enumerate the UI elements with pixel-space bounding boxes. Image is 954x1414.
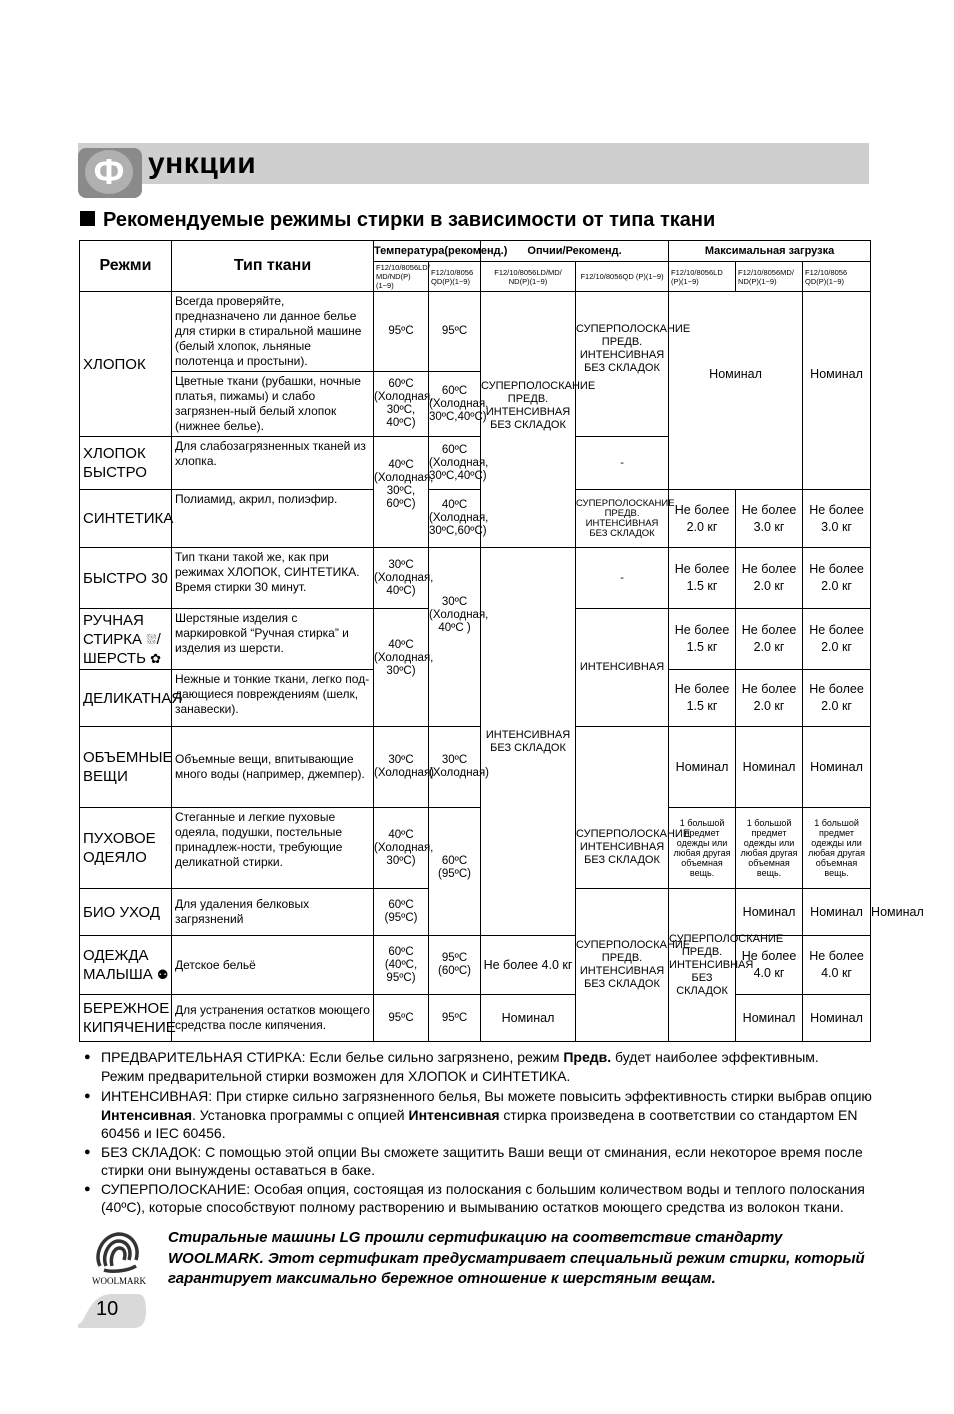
option-cell: СУПЕРПОЛОСКАНИЕ ПРЕДВ. ИНТЕНСИВНАЯ БЕЗ СКЛАДОК	[576, 292, 669, 437]
header-fabric: Тип ткани	[172, 241, 374, 292]
fabric-cell: Полиамид, акрил, полиэфир.	[172, 490, 374, 548]
load-cell: Не более 2.0 кг	[736, 670, 803, 727]
load-cell: Не более 2.0 кг	[669, 490, 736, 548]
load-cell: 1 большой предмет одежды или любая другая объемная вещь.	[803, 808, 871, 889]
fabric-cell: Детское бельё	[172, 936, 374, 995]
load-cell: 1 большой предмет одежды или любая другая объемная вещь.	[669, 808, 736, 889]
load-cell: 1 большой предмет одежды или любая другая объемная вещь.	[736, 808, 803, 889]
option-cell: -	[576, 437, 669, 490]
load-cell: Номинал	[803, 995, 871, 1042]
mode-quick30: БЫСТРО 30	[80, 548, 172, 609]
load-cell: Не более 2.0 кг	[736, 548, 803, 609]
load-cell: Не более 4.0 кг	[736, 936, 803, 995]
load-cell: Номинал	[803, 889, 871, 936]
fabric-cell: Для устранения остатков моющего средства после кипячения.	[172, 995, 374, 1042]
mode-bulky: ОБЪЕМНЫЕ ВЕЩИ	[80, 727, 172, 808]
option-cell: СУПЕРПОЛОСКАНИЕ ПРЕДВ. ИНТЕНСИВНАЯ БЕЗ СКЛАДОК	[576, 889, 669, 1042]
fabric-cotton-white: Всегда проверяйте, предназначено ли данное белье для стирки в стиральной машине (белый хлопок, льняные полотенца и простыни).	[172, 292, 374, 372]
notes-list	[84, 1048, 874, 1217]
fabric-cotton-color: Цветные ткани (рубашки, ночные платья, пижамы) и слабо загрязнен-ный белый хлопок (нижнее белье).	[172, 372, 374, 437]
load-cell: Не более 4.0 кг	[803, 936, 871, 995]
header-model: F12/10/8056LD/MD/ ND(P)(1~9)	[481, 262, 576, 292]
option-cell: СУПЕРПОЛОСКАНИЕ ПРЕДВ. ИНТЕНСИВНАЯ БЕЗ СКЛАДОК	[576, 490, 669, 548]
header-model: F12/10/8056MD/ ND(P)(1~9)	[736, 262, 803, 292]
woolmark-statement: Стиральные машины LG прошли сертификацию на соответствие стандарту WOOLMARK. Этот сертификат предусматривает специальный режим стирки, который гарантирует максимально бережное отношение к шерстяным вещам.	[168, 1229, 865, 1287]
option-cell: СУПЕРПОЛОСКАНИЕ ПРЕДВ. ИНТЕНСИВНАЯ БЕЗ СКЛАДОК	[481, 292, 576, 548]
baby-icon: ⚉	[156, 967, 169, 982]
temp-cell: 95ºC (60ºC)	[429, 936, 481, 995]
load-cell: Не более 2.0 кг	[736, 609, 803, 670]
mode-duvet: ПУХОВОЕ ОДЕЯЛО	[80, 808, 172, 889]
header-max-load: Максимальная загрузка	[669, 241, 871, 262]
fabric-cell: Тип ткани такой же, как при режимах ХЛОПОК, СИНТЕТИКА. Время стирки 30 минут.	[172, 548, 374, 609]
header-model: F12/10/8056LD/ MD/ND(P)(1~9)	[374, 262, 429, 292]
load-cell: Номинал	[803, 292, 871, 490]
temp-cell: 40ºC (Холодная, 30ºC,60ºC)	[429, 490, 481, 548]
option-cell: -	[576, 548, 669, 609]
note-no-crease: ● БЕЗ СКЛАДОК: С помощью этой опции Вы сможете защитить Ваши вещи от сминания, если некоторое время после стирки они вынуждены оставаться в баке.	[84, 1143, 874, 1180]
fabric-cell: Объемные вещи, впитывающие много воды (например, джемпер).	[172, 727, 374, 808]
load-cell: Не более 2.0 кг	[803, 670, 871, 727]
temp-cell: 60ºC (40ºC, 95ºC)	[374, 936, 429, 995]
temp-cell: 40ºC (Холодная, 30ºC)	[374, 609, 429, 727]
load-cell: Не более 2.0 кг	[803, 548, 871, 609]
load-cell: Не более 2.0 кг	[803, 609, 871, 670]
option-cell	[576, 727, 669, 808]
temp-cell: 95ºC	[374, 995, 429, 1042]
mode-gentle-boil: БЕРЕЖНОЕ КИПЯЧЕНИЕ	[80, 995, 172, 1042]
page-number: 10	[96, 1298, 119, 1320]
mode-cotton-quick: ХЛОПОК БЫСТРО	[80, 437, 172, 490]
load-cell: Номинал	[481, 995, 576, 1042]
temp-cell: 40ºC (Холодная, 30ºC)	[374, 808, 429, 889]
mode-bio: БИО УХОД	[80, 889, 172, 936]
fabric-cell: Шерстяные изделия с маркировкой “Ручная стирка” и изделия из шерсти.	[172, 609, 374, 670]
woolmark-label: WOOLMARK	[92, 1276, 146, 1286]
header-model: F12/10/8056QD (P)(1~9)	[576, 262, 669, 292]
temp-cell: 60ºC (Холодная, 30ºC,40ºC)	[429, 372, 481, 437]
mode-delicate: ДЕЛИКАТНАЯ	[80, 670, 172, 727]
temp-cell: 30ºC (Холодная, 40ºC )	[429, 548, 481, 727]
temp-cell: 60ºC (Холодная, 30ºC, 40ºC)	[374, 372, 429, 437]
load-cell: Номинал	[803, 727, 871, 808]
section-title: Рекомендуемые режимы стирки в зависимости от типа ткани	[80, 209, 715, 232]
option-cell: СУПЕРПОЛОСКАНИЕ ПРЕДВ. ИНТЕНСИВНАЯ БЕЗ СКЛАДОК	[669, 889, 736, 1042]
woolmark-icon	[80, 1226, 158, 1288]
wool-icon: ✿	[150, 650, 162, 666]
fabric-cell: Стеганные и легкие пуховые одеяла, подушки, постельные принадлеж-ности, требующие деликатной стирки.	[172, 808, 374, 889]
temp-cell: 30ºC (Холодная, 40ºC)	[374, 548, 429, 609]
note-prewash: ● ПРЕДВАРИТЕЛЬНАЯ СТИРКА: Если белье сильно загрязнено, режим Предв. будет наиболее эффективным.	[84, 1048, 874, 1067]
mode-cotton: ХЛОПОК	[80, 292, 172, 437]
load-cell: Номинал	[736, 889, 803, 936]
fabric-cell: Для удаления белковых загрязнений	[172, 889, 374, 936]
load-cell: Номинал	[669, 727, 736, 808]
temp-cell: 60ºC (95ºC)	[429, 808, 481, 936]
load-cell: Не более 1.5 кг	[669, 548, 736, 609]
fabric-cell: Для слабозагрязненных тканей из хлопка.	[172, 437, 374, 490]
mode-baby: ОДЕЖДА МАЛЫША ⚉	[80, 936, 172, 995]
header-model: F12/10/8056 QD(P)(1~9)	[803, 262, 871, 292]
header-model: F12/10/8056 QD(P)(1~9)	[429, 262, 481, 292]
header-temperature: Температура(рекоменд.)	[374, 241, 481, 262]
page-title: ункции	[148, 147, 257, 180]
temp-cell: 95ºC	[429, 995, 481, 1042]
load-cell: Не более 3.0 кг	[736, 490, 803, 548]
header-options: Опчии/Рекоменд.	[481, 241, 669, 262]
mode-handwash-wool: РУЧНАЯ СТИРКА ⛆/ ШЕРСТЬ ✿	[80, 609, 172, 670]
header-mode: Режми	[80, 241, 172, 292]
temp-cell: 30ºC (Холодная)	[374, 727, 429, 808]
option-cell: ИНТЕНСИВНАЯ	[576, 609, 669, 727]
load-cell: Не более 1.5 кг	[669, 609, 736, 670]
fabric-cell: Нежные и тонкие ткани, легко под-дающиеся повреждениям (шелк, занавески).	[172, 670, 374, 727]
note-intensive: ● ИНТЕНСИВНАЯ: При стирке сильно загрязненного белья, Вы можете повысить эффективность стирки выбрав опцию Интенсивная. Установка программы с опцией Интенсивная стирка произведена в соответствии со стандартом EN 60456 и IEC 60456.	[84, 1087, 874, 1143]
temp-cell: 60ºC (95ºC)	[374, 889, 429, 936]
temp-cell: 95ºC	[374, 292, 429, 372]
temp-cell: 30ºC (Холодная)	[429, 727, 481, 808]
note-super-rinse: ● СУПЕРПОЛОСКАНИЕ: Особая опция, состоящая из полоскания с большим количеством воды и теплого полоскания (40ºC), которые способствуют полному растворению и вымыванию остатков моющего средства из волокон ткани.	[84, 1180, 874, 1217]
temp-cell: 60ºC (Холодная, 30ºC,40ºC)	[429, 437, 481, 490]
square-bullet-icon	[80, 211, 95, 226]
load-cell: Не более 1.5 кг	[669, 670, 736, 727]
badge-letter: Ф	[85, 150, 133, 194]
note-prewash-extra: Режим предварительной стирки возможен для ХЛОПОК и СИНТЕТИКА.	[101, 1067, 571, 1084]
page-number-badge	[78, 1294, 146, 1328]
load-cell: Не более 3.0 кг	[803, 490, 871, 548]
mode-synthetic: СИНТЕТИКА	[80, 490, 172, 548]
load-cell: Номинал	[736, 995, 803, 1042]
wash-modes-table: Режми Тип ткани Температура(рекоменд.) Опчии/Рекоменд. Максимальная загрузка F12/10/8056LD/ MD/ND(P)(1~9) F12/10/8056 QD(P)(1~9) F12/10/8056LD/MD/ ND(P)(1~9) F12/10/8056QD (P)(1~9) F12/10/8056LD (P)(1~9) F12/10/8056MD/ ND(P)(1~9) F12/10/8056 QD(P)(1~9) ХЛОПОК Всегда проверяйте, предназначено ли данное белье для стирки в стиральной машине (белый хлопок, льняные полотенца и простыни). 95ºC 95ºC СУПЕРПОЛОСКАНИЕ ПРЕДВ. ИНТЕНСИВНАЯ БЕЗ СКЛАДОК СУПЕРПОЛОСКАНИЕ ПРЕДВ. ИНТЕНСИВНАЯ БЕЗ СКЛАДОК Номинал Номинал Цветные ткани (рубашки, ночные платья, пижамы) и слабо загрязнен-ный белый хлопок (нижнее белье). 60ºC (Холодная, 30ºC, 40ºC) 60ºC (Холодная, 30ºC,40ºC) ХЛОПОК БЫСТРО Для слабозагрязненных тканей из хлопка. 40ºC (Холодная, 30ºC, 60ºC) 60ºC (Холодная, 30ºC,40ºC) - СИНТЕТИКА Полиамид, акрил, полиэфир. 40ºC (Холодная, 30ºC,60ºC) СУПЕРПОЛОСКАНИЕ ПРЕДВ. ИНТЕНСИВНАЯ БЕЗ СКЛАДОК Не более 2.0 кг Не более 3.0 кг Не более 3.0 кг БЫСТРО 30 Тип ткани такой же, как при режимах ХЛОПОК, СИНТЕТИКА. Время стирки 30 минут. 30ºC (Холодная, 40ºC) 30ºC (Холодная, 40ºC ) ИНТЕНСИВНАЯ БЕЗ СКЛАДОК - Не более 1.5 кг Не более 2.0 кг Не более 2.0 кг РУЧНАЯ СТИРКА ⛆/ ШЕРСТЬ ✿ Шерстяные изделия с маркировкой “Ручная стирка” и изделия из шерсти. 40ºC (Холодная, 30ºC) ИНТЕНСИВНАЯ Не более 1.5 кг Не более 2.0 кг Не более 2.0 кг ДЕЛИКАТНАЯ Нежные и тонкие ткани, легко под-дающиеся повреждениям (шелк, занавески). Не более 1.5 кг Не более 2.0 кг Не более 2.0 кг ОБЪЕМНЫЕ ВЕЩИ Объемные вещи, впитывающие много воды (например, джемпер). 30ºC (Холодная) 30ºC (Холодная) Номинал Номинал Номинал ПУХОВОЕ ОДЕЯЛО Стеганные и легкие пуховые одеяла, подушки, постельные принадлеж-ности, требующие деликатной стирки. 40ºC (Холодная, 30ºC) 60ºC (95ºC) СУПЕРПОЛОСКАНИЕ ИНТЕНСИВНАЯ БЕЗ СКЛАДОК 1 большой предмет одежды или любая другая объемная вещь. 1 большой предмет одежды или любая другая объемная вещь. 1 большой предмет одежды или любая другая объемная вещь. БИО УХОД Для удаления белковых загрязнений 60ºC (95ºC) СУПЕРПОЛОСКАНИЕ ПРЕДВ. ИНТЕНСИВНАЯ БЕЗ СКЛАДОК СУПЕРПОЛОСКАНИЕ ПРЕДВ. ИНТЕНСИВНАЯ БЕЗ СКЛАДОК Номинал Номинал Номинал ОДЕЖДА МАЛЫША ⚉ Детское бельё 60ºC (40ºC, 95ºC) 95ºC (60ºC) Не более 4.0 кг Не более 4.0 кг Не более 4.0 кг БЕРЕЖНОЕ КИПЯЧЕНИЕ Для устранения остатков моющего средства после кипячения. 95ºC 95ºC Номинал Номинал Номинал	[79, 240, 871, 1042]
load-cell: Номинал	[669, 292, 803, 490]
option-cell: СУПЕРПОЛОСКАНИЕ ИНТЕНСИВНАЯ БЕЗ СКЛАДОК	[576, 808, 669, 889]
temp-cell: 95ºC	[429, 292, 481, 372]
option-cell: ИНТЕНСИВНАЯ БЕЗ СКЛАДОК	[481, 548, 576, 936]
header-model: F12/10/8056LD (P)(1~9)	[669, 262, 736, 292]
woolmark-logo	[80, 1226, 158, 1288]
load-cell: Номинал	[736, 727, 803, 808]
section-badge	[78, 148, 142, 198]
handwash-icon: ⛆	[146, 631, 157, 647]
temp-cell: 40ºC (Холодная, 30ºC, 60ºC)	[374, 437, 429, 548]
load-cell: Не более 4.0 кг	[481, 936, 576, 995]
